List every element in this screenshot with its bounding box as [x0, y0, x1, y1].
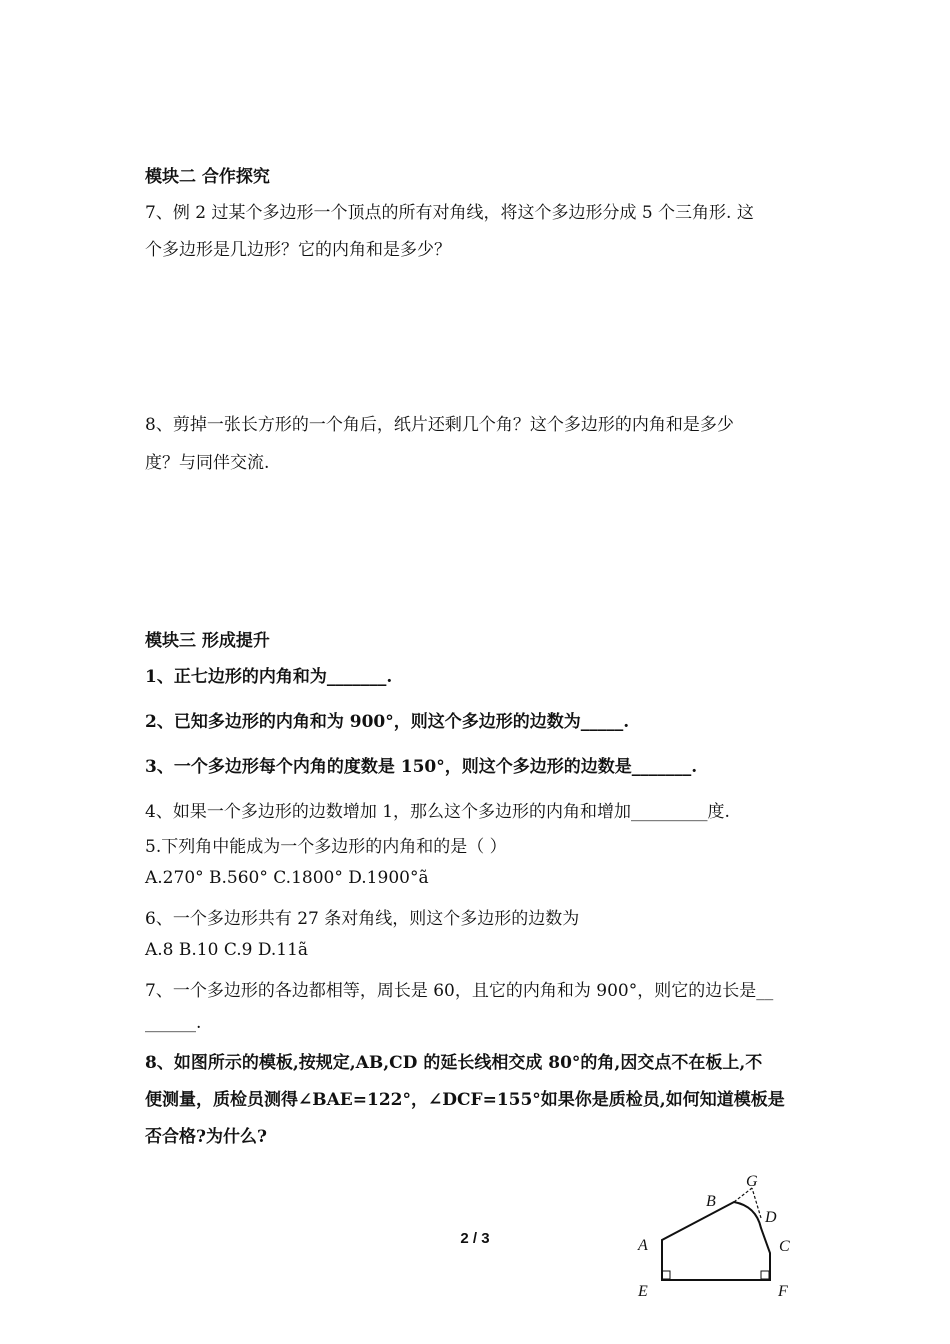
label-c: C	[779, 1238, 790, 1255]
right-angle-e	[662, 1271, 670, 1279]
practice-2: 2、已知多边形的内角和为 900°，则这个多边形的边数为_____.	[145, 712, 630, 732]
q8-line1: 8、剪掉一张长方形的一个角后，纸片还剩几个角？这个多边形的内角和是多少	[145, 415, 734, 435]
label-f: F	[778, 1283, 788, 1300]
practice-8-line1: 8、如图所示的模板,按规定,AB,CD 的延长线相交成 80°的角,因交点不在板上,不	[145, 1053, 763, 1073]
practice-8-line3: 否合格?为什么?	[145, 1127, 267, 1147]
practice-5: 5.下列角中能成为一个多边形的内角和的是（ ）	[145, 837, 507, 857]
practice-8-line2: 便测量，质检员测得∠BAE=122°，∠DCF=155°如果你是质检员,如何知道模板是	[145, 1090, 785, 1110]
label-g: G	[746, 1173, 758, 1190]
q7-line1: 7、例 2 过某个多边形一个顶点的所有对角线，将这个多边形分成 5 个三角形. 这	[145, 203, 754, 223]
practice-7-line1: 7、一个多边形的各边都相等，周长是 60，且它的内角和为 900°，则它的边长是__	[145, 981, 774, 1001]
template-outline	[662, 1202, 770, 1280]
page-number: 2 / 3	[460, 1230, 490, 1247]
practice-3: 3、一个多边形每个内角的度数是 150°，则这个多边形的边数是_______.	[145, 757, 698, 777]
q7-line2: 个多边形是几边形？它的内角和是多少？	[145, 240, 451, 260]
practice-7-line2: ______.	[145, 1013, 202, 1033]
practice-6: 6、一个多边形共有 27 条对角线，则这个多边形的边数为	[145, 909, 580, 929]
label-d: D	[765, 1209, 777, 1226]
q8-line2: 度？与同伴交流.	[145, 453, 270, 473]
label-e: E	[638, 1283, 648, 1300]
practice-6-options: A.8 B.10 C.9 D.11ã	[145, 940, 309, 960]
label-b: B	[706, 1193, 716, 1210]
right-angle-f	[761, 1271, 769, 1279]
practice-4: 4、如果一个多边形的边数增加 1，那么这个多边形的内角和增加_________度.	[145, 802, 730, 822]
label-a: A	[638, 1237, 648, 1254]
module3-heading: 模块三 形成提升	[145, 631, 270, 651]
module2-heading: 模块二 合作探究	[145, 167, 270, 187]
extension-ab	[734, 1188, 752, 1202]
practice-5-options: A.270° B.560° C.1800° D.1900°ã	[145, 868, 429, 888]
practice-1: 1、正七边形的内角和为_______.	[145, 667, 393, 687]
template-figure	[630, 1168, 810, 1300]
